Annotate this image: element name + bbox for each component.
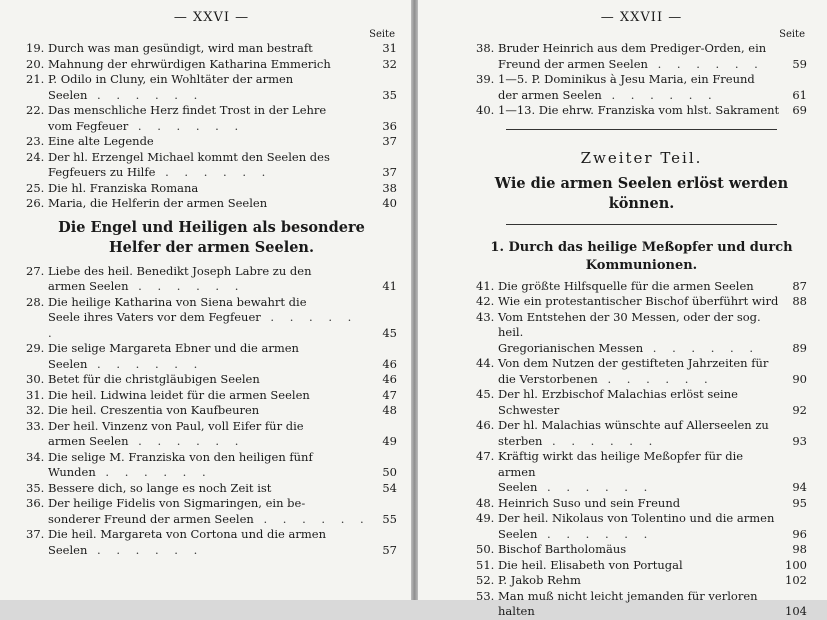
toc-entry-text: Seelen: [48, 542, 88, 557]
toc-entry-text: Mahnung der ehrwürdigen Katharina Emmerich: [48, 56, 331, 71]
toc-entry-title: [26, 57, 397, 73]
toc-entry-page: 95: [792, 495, 807, 510]
left-page: [0, 0, 411, 600]
toc-entry-text: Die heil. Elisabeth von Portugal: [498, 557, 683, 572]
toc-entry: [26, 496, 397, 527]
toc-entry-title: [476, 558, 807, 574]
toc-entry-text: Die hl. Franziska Romana: [48, 180, 199, 195]
toc-entry-text: Der hl. Erzengel Michael kommt den Seelen des: [48, 149, 330, 164]
toc-entry-number: 32.: [26, 403, 45, 417]
toc-entry-text: P. Jakob Rehm: [498, 573, 581, 587]
toc-entry-continuation: [26, 165, 397, 181]
toc-entry-number: 28.: [26, 294, 45, 309]
toc-entry-number: 48.: [476, 495, 495, 510]
toc-entry-title: [26, 341, 397, 357]
toc-entry-text: Die selige M. Franziska von den heiligen fünf: [48, 449, 313, 464]
toc-entry-number: 23.: [26, 134, 45, 148]
toc-entry-page: 37: [382, 165, 397, 179]
toc-entry-number: 42.: [476, 294, 495, 308]
toc-entry-page: 48: [382, 403, 397, 417]
toc-entry-page: 46: [382, 356, 397, 371]
toc-entry-text: Durch was man gesündigt, wird man bestraft: [48, 41, 313, 55]
toc-entry-title: [26, 496, 397, 512]
toc-entry-page: 49: [382, 434, 397, 448]
toc-entry-number: 52.: [476, 573, 495, 587]
toc-entry: [476, 72, 807, 103]
toc-entry-page: 94: [792, 480, 807, 494]
toc-entry-text: Kräftig wirkt das heilige Meßopfer für die armen: [498, 449, 744, 479]
toc-entry: [476, 294, 807, 310]
divider: [506, 129, 777, 130]
toc-entry-continuation: [26, 512, 397, 528]
toc-entry-text: Wunden: [48, 465, 96, 479]
leader-dots: . . . . . .: [643, 340, 759, 355]
toc-entry-text: der armen Seelen: [498, 87, 602, 102]
toc-entry: [476, 279, 807, 295]
toc-entry-page: 35: [382, 87, 397, 102]
section-heading-line: Die Engel und Heiligen als besondere: [58, 218, 365, 236]
toc-entry-text: Gregorianischen Messen: [498, 340, 644, 355]
toc-entry-number: 29.: [26, 341, 45, 355]
leader-dots: . . . . . .: [87, 356, 204, 371]
toc-entry-number: 36.: [26, 496, 45, 510]
toc-entry: [476, 310, 807, 357]
toc-entry: [476, 573, 807, 589]
toc-entry: [476, 356, 807, 387]
toc-entry-title: [26, 134, 397, 150]
sub-heading-line: 1. Durch das heilige Meßopfer und durch: [490, 239, 793, 255]
toc-entry-text: Die größte Hilfsquelle für die armen Seelen: [498, 278, 754, 293]
toc-entry-continuation: [26, 310, 397, 341]
section-heading: [26, 218, 397, 258]
toc-entry-title: [26, 103, 397, 119]
toc-entry-continuation: [476, 57, 807, 73]
toc-entry-continuation: [26, 88, 397, 104]
toc-list: [476, 41, 807, 119]
toc-entry-number: 39.: [476, 72, 495, 86]
toc-entry-number: 44.: [476, 356, 495, 370]
toc-entry: [26, 403, 397, 419]
toc-entry-text: Bischof Bartholomäus: [498, 542, 627, 556]
toc-entry-page: 69: [792, 103, 807, 117]
toc-entry-continuation: [476, 88, 807, 104]
divider: [506, 224, 777, 225]
toc-entry-page: 59: [792, 56, 807, 71]
toc-entry-number: 45.: [476, 387, 495, 401]
leader-dots: . . . . . .: [155, 165, 272, 179]
page-column-label: Seite: [369, 29, 395, 40]
toc-entry-page: 57: [382, 542, 397, 557]
toc-entry-title: [26, 450, 397, 466]
toc-entry-number: 40.: [476, 103, 495, 117]
toc-entry: [476, 496, 807, 512]
toc-entry: [476, 418, 807, 449]
toc-entry-text: vom Fegfeuer: [48, 118, 129, 133]
toc-entry-number: 46.: [476, 418, 495, 432]
toc-entry-page: 31: [382, 41, 397, 55]
toc-entry-text: P. Odilo in Cluny, ein Wohltäter der armen: [48, 72, 294, 86]
leader-dots: . . . . . .: [253, 511, 370, 526]
sub-heading-line: Kommunionen.: [585, 257, 698, 273]
toc-entry-page: 100: [785, 557, 807, 572]
toc-entry: [26, 388, 397, 404]
toc-entry-title: [476, 511, 807, 527]
toc-entry-text: 1—13. Die ehrw. Franziska vom hlst. Sakrament: [498, 103, 780, 117]
toc-entry-text: Der hl. Erzbischof Malachias erlöst seine Schwester: [498, 387, 738, 417]
toc-entry-title: [26, 181, 397, 197]
part-title: Zweiter Teil.: [580, 148, 703, 167]
toc-entry: [26, 103, 397, 134]
leader-dots: . . . . . .: [597, 371, 714, 386]
leader-dots: . . . . . .: [647, 56, 764, 71]
toc-entry-continuation: [476, 372, 807, 388]
toc-entry-page: 54: [382, 480, 397, 495]
toc-entry-title: [26, 403, 397, 419]
toc-entry: [476, 542, 807, 558]
toc-entry-page: 61: [792, 87, 807, 102]
toc-entry-continuation: [26, 465, 397, 481]
toc-entry-text: Liebe des heil. Benedikt Joseph Labre zu den: [48, 263, 312, 278]
toc-entry-number: 27.: [26, 263, 45, 278]
toc-entry-text: Heinrich Suso und sein Freund: [498, 495, 681, 510]
toc-entry-title: [476, 387, 807, 418]
right-page: [418, 0, 827, 618]
toc-entry-title: [476, 41, 807, 57]
toc-entry-text: Der hl. Malachias wünschte auf Allerseelen zu: [498, 418, 769, 432]
toc-entry-page: 47: [382, 387, 397, 402]
toc-entry: [26, 527, 397, 558]
toc-entry-continuation: [476, 434, 807, 450]
toc-entry-text: Die heil. Margareta von Cortona und die armen: [48, 527, 326, 541]
toc-entry-text: Die selige Margareta Ebner und die armen: [48, 341, 299, 355]
toc-entry-page: 50: [382, 465, 397, 479]
toc-entry-text: Der heil. Vinzenz von Paul, voll Eifer für die: [48, 418, 304, 433]
toc-entry-text: Fegfeuers zu Hilfe: [48, 165, 156, 179]
toc-entry-title: [476, 542, 807, 558]
toc-entry-text: sterben: [498, 433, 543, 448]
toc-entry-text: Bruder Heinrich aus dem Prediger-Orden, ein: [498, 41, 767, 55]
toc-entry-title: [476, 589, 807, 620]
toc-entry-number: 49.: [476, 511, 495, 525]
toc-entry-page: 37: [382, 134, 397, 148]
toc-entry-title: [26, 72, 397, 88]
toc-entry-page: 90: [792, 371, 807, 386]
toc-entry-number: 53.: [476, 588, 495, 603]
toc-entry-continuation: [476, 480, 807, 496]
toc-entry-number: 24.: [26, 149, 45, 164]
toc-entry-number: 26.: [26, 196, 45, 210]
toc-entry-continuation: [26, 119, 397, 135]
toc-entry-text: Seelen: [498, 526, 538, 541]
toc-entry: [26, 57, 397, 73]
toc-entry-number: 21.: [26, 72, 45, 86]
toc-entry: [26, 134, 397, 150]
toc-entry-text: Die heil. Lidwina leidet für die armen Seelen: [48, 387, 310, 402]
toc-entry-text: armen Seelen: [48, 434, 129, 448]
toc-entry-title: [26, 150, 397, 166]
toc-entry-title: [476, 72, 807, 88]
toc-entry: [476, 103, 807, 119]
toc-entry-title: [26, 196, 397, 212]
toc-list: [26, 264, 397, 559]
section-heading-line: Helfer der armen Seelen.: [108, 238, 315, 256]
toc-entry-number: 43.: [476, 309, 495, 324]
leader-dots: . . . . . .: [48, 310, 358, 340]
toc-entry-title: [26, 481, 397, 497]
toc-entry-text: Der heilige Fidelis von Sigmaringen, ein be-: [48, 496, 306, 510]
toc-entry-text: Eine alte Legende: [48, 134, 154, 148]
toc-entry-text: Bessere dich, so lange es noch Zeit ist: [48, 480, 272, 495]
toc-entry-title: [26, 527, 397, 543]
toc-entry-text: Maria, die Helferin der armen Seelen: [48, 196, 268, 210]
toc-entry-title: [476, 294, 807, 310]
toc-entry-number: 22.: [26, 103, 45, 117]
toc-entry-number: 31.: [26, 387, 45, 402]
toc-entry-text: Seelen: [48, 87, 88, 102]
toc-entry-title: [476, 418, 807, 434]
toc-list: [26, 41, 397, 212]
leader-dots: . . . . . .: [95, 465, 212, 479]
toc-entry: [26, 150, 397, 181]
leader-dots: . . . . . .: [128, 434, 245, 448]
toc-entry: [26, 481, 397, 497]
toc-entry-number: 30.: [26, 372, 45, 386]
toc-entry-text: die Verstorbenen: [498, 371, 598, 386]
toc-entry-number: 34.: [26, 449, 45, 464]
toc-entry-text: Seele ihres Vaters vor dem Fegfeuer: [48, 310, 261, 324]
toc-list: [476, 279, 807, 620]
part-heading-line: Wie die armen Seelen erlöst werden: [494, 174, 789, 192]
toc-entry: [26, 181, 397, 197]
toc-entry-title: [476, 310, 807, 341]
toc-entry-page: 32: [382, 56, 397, 71]
toc-entry-number: 38.: [476, 41, 495, 55]
toc-entry-title: [26, 388, 397, 404]
toc-entry-title: [26, 295, 397, 311]
toc-entry-title: [26, 419, 397, 435]
toc-entry: [476, 511, 807, 542]
toc-entry-continuation: [26, 543, 397, 559]
toc-entry-continuation: [26, 357, 397, 373]
toc-entry: [26, 196, 397, 212]
toc-entry-page: 36: [382, 118, 397, 133]
toc-entry-number: 19.: [26, 41, 45, 55]
toc-entry: [26, 264, 397, 295]
part-heading-line: können.: [608, 194, 675, 212]
toc-entry-title: [476, 496, 807, 512]
toc-entry-number: 33.: [26, 418, 45, 433]
leader-dots: . . . . . .: [87, 542, 204, 557]
toc-entry-page: 45: [382, 325, 397, 340]
leader-dots: . . . . . .: [537, 480, 654, 494]
toc-entry-text: Von dem Nutzen der gestifteten Jahrzeiten für: [498, 356, 769, 370]
toc-entry-text: armen Seelen: [48, 279, 129, 293]
toc-entry-number: 25.: [26, 180, 45, 195]
toc-entry-page: 38: [382, 180, 397, 195]
toc-entry-number: 41.: [476, 278, 495, 293]
book-gutter: [411, 0, 418, 600]
toc-entry-page: 93: [792, 433, 807, 448]
toc-entry-page: 40: [382, 196, 397, 210]
toc-entry-text: Wie ein protestantischer Bischof überführt wird: [498, 294, 779, 308]
toc-entry-number: 37.: [26, 527, 45, 541]
toc-entry: [26, 372, 397, 388]
toc-entry-page: 104: [785, 604, 807, 618]
page-number: — XXVII —: [600, 10, 683, 25]
toc-entry-title: [26, 372, 397, 388]
toc-entry-page: 102: [785, 573, 807, 587]
toc-entry-text: Freund der armen Seelen: [498, 56, 648, 71]
toc-entry-number: 47.: [476, 449, 495, 463]
leader-dots: . . . . . .: [537, 526, 654, 541]
toc-entry-page: 55: [382, 511, 397, 526]
toc-entry: [26, 295, 397, 342]
toc-entry-page: 89: [792, 340, 807, 355]
toc-entry-page: 98: [792, 542, 807, 556]
toc-entry-number: 50.: [476, 542, 495, 556]
leader-dots: . . . . . .: [87, 87, 204, 102]
leader-dots: . . . . . .: [128, 279, 245, 293]
leader-dots: . . . . . .: [542, 433, 659, 448]
toc-entry-page: 41: [382, 279, 397, 293]
page-column-label: Seite: [779, 29, 805, 40]
toc-entry-text: Das menschliche Herz findet Trost in der Lehre: [48, 103, 327, 117]
toc-entry-page: 88: [792, 294, 807, 308]
toc-entry-title: [476, 279, 807, 295]
toc-entry-page: 92: [792, 402, 807, 417]
toc-entry-page: 46: [382, 372, 397, 386]
toc-entry-text: Seelen: [498, 480, 538, 494]
toc-entry-number: 20.: [26, 56, 45, 71]
toc-entry-continuation: [476, 341, 807, 357]
toc-entry-text: Betet für die christgläubigen Seelen: [48, 372, 260, 386]
toc-entry-page: 87: [792, 278, 807, 293]
toc-entry-page: 96: [792, 526, 807, 541]
toc-entry-title: [476, 573, 807, 589]
toc-entry: [476, 589, 807, 620]
toc-entry: [26, 41, 397, 57]
toc-entry: [476, 558, 807, 574]
toc-entry: [26, 450, 397, 481]
toc-entry-title: [26, 41, 397, 57]
toc-entry-title: [26, 264, 397, 280]
toc-entry-title: [476, 356, 807, 372]
toc-entry-text: Seelen: [48, 356, 88, 371]
toc-entry-number: 35.: [26, 480, 45, 495]
toc-entry-title: [476, 103, 807, 119]
leader-dots: . . . . . .: [128, 118, 245, 133]
toc-entry-text: Vom Entstehen der 30 Messen, oder der sog. heil.: [498, 309, 761, 339]
part-heading: [476, 174, 807, 214]
toc-entry: [26, 72, 397, 103]
toc-entry: [26, 419, 397, 450]
toc-entry-text: sonderer Freund der armen Seelen: [48, 511, 254, 526]
sub-heading: [476, 239, 807, 275]
toc-entry-number: 51.: [476, 557, 495, 572]
toc-entry-title: [476, 449, 807, 480]
toc-entry-continuation: [26, 434, 397, 450]
toc-entry: [476, 41, 807, 72]
page-number: — XXVI —: [173, 10, 250, 25]
toc-entry: [476, 449, 807, 496]
toc-entry: [476, 387, 807, 418]
toc-entry-text: 1—5. P. Dominikus à Jesu Maria, ein Freund: [498, 72, 755, 86]
toc-entry-text: Die heilige Katharina von Siena bewahrt die: [48, 294, 307, 309]
toc-entry-text: Man muß nicht leicht jemanden für verloren halten: [498, 588, 758, 618]
toc-entry-continuation: [476, 527, 807, 543]
toc-entry-text: Der heil. Nikolaus von Tolentino und die armen: [498, 511, 775, 525]
toc-entry: [26, 341, 397, 372]
toc-entry-text: Die heil. Creszentia von Kaufbeuren: [48, 403, 260, 417]
leader-dots: . . . . . .: [601, 87, 718, 102]
toc-entry-continuation: [26, 279, 397, 295]
